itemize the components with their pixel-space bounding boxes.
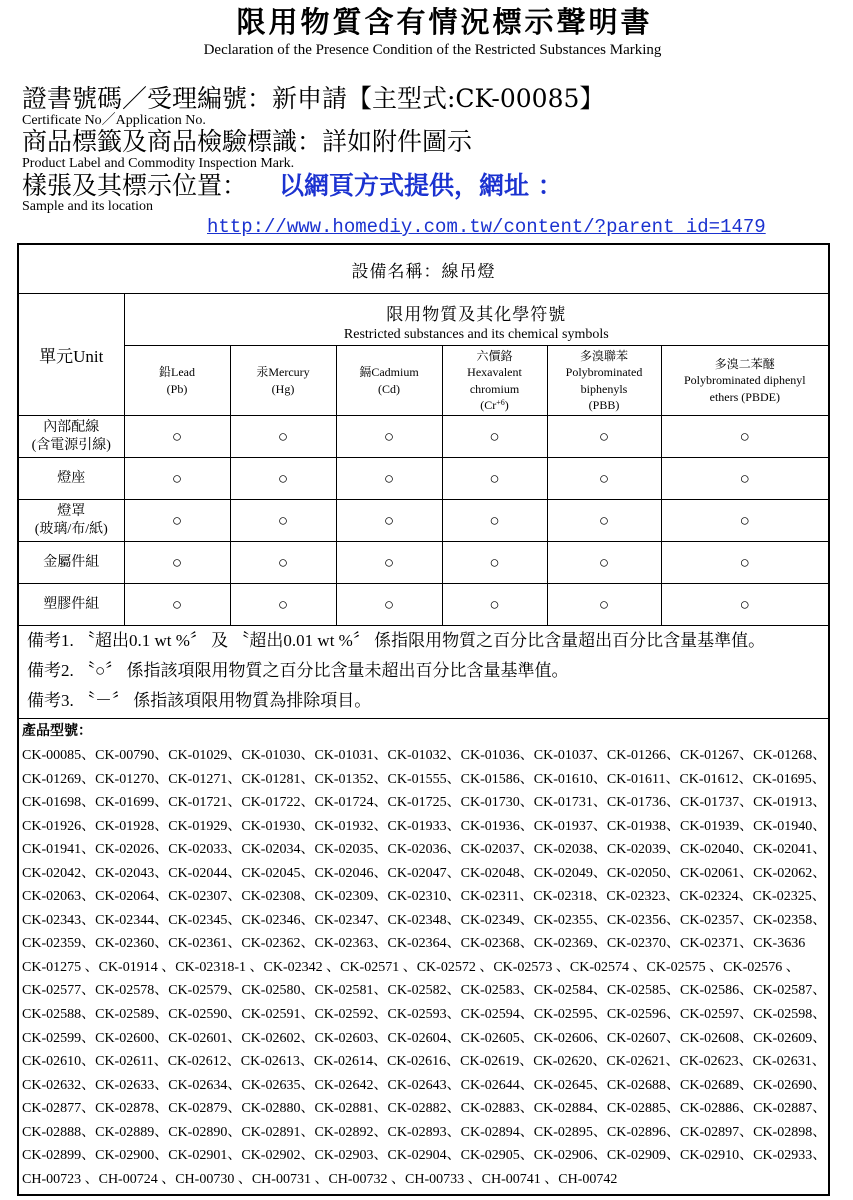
- symbol-open: (Cr: [480, 398, 497, 412]
- unit-plastic-parts: [18, 584, 124, 626]
- mark-hexavalent-chromium: ○: [442, 584, 547, 626]
- mark-mercury: ○: [230, 542, 336, 584]
- mark-cadmium: ○: [336, 416, 442, 458]
- sample-location-line: [22, 170, 563, 202]
- product-label-field-en: Product Label and Commodity Inspection Mark.: [22, 156, 295, 171]
- equipment-name: 設備名稱：線吊燈: [18, 244, 829, 294]
- notes-section: [18, 626, 829, 719]
- product-models-line: CH-00723 、CH-00724 、CH-00730 、CH-00731 、CH-00732 、CH-00733 、CH-00741 、CH-00742: [22, 1171, 618, 1187]
- substance-name-zh: 多溴二苯醚: [714, 356, 775, 371]
- substance-name: 鎘Cadmium: [359, 365, 419, 379]
- product-models-line: CK-02588、CK-02589、CK-02590、CK-02591、CK-02592、CK-02593、CK-02594、CK-02595、CK-02596、CK-02597、CK-02598、: [22, 1007, 827, 1023]
- substance-cadmium-header: [336, 346, 442, 416]
- mark-lead: ○: [124, 500, 230, 542]
- product-models-line: CK-02888、CK-02889、CK-02890、CK-02891、CK-02892、CK-02893、CK-02894、CK-02895、CK-02896、CK-02897、CK-02898、: [22, 1124, 827, 1140]
- mark-pbde: ○: [661, 458, 829, 500]
- product-models-line: CK-00085、CK-00790、CK-01029、CK-01030、CK-01031、CK-01032、CK-01036、CK-01037、CK-01266、CK-01267、CK-01268、: [22, 748, 827, 763]
- product-models-label: 產品型號：: [22, 724, 92, 739]
- mark-lead: ○: [124, 584, 230, 626]
- product-models-line: CK-02577、CK-02578、CK-02579、CK-02580、CK-02581、CK-02582、CK-02583、CK-02584、CK-02585、CK-02586、CK-02587、: [22, 983, 827, 999]
- document-title: 限用物質含有情況標示聲明書: [236, 5, 653, 39]
- mark-mercury: ○: [230, 458, 336, 500]
- substance-name: 鉛Lead: [159, 365, 195, 379]
- product-models-section: [18, 719, 829, 1196]
- mark-pbb: ○: [547, 542, 661, 584]
- restricted-substances-table: [17, 243, 830, 1196]
- table-row: [18, 416, 829, 458]
- substance-name-en-2: biphenyls: [580, 381, 628, 396]
- product-models-line: CK-01926、CK-01928、CK-01929、CK-01930、CK-01932、CK-01933、CK-01936、CK-01937、CK-01938、CK-01939、CK-01940、: [22, 818, 827, 834]
- unit-label: 燈罩: [57, 503, 86, 519]
- sample-location-label-en: Sample and its location: [22, 199, 154, 214]
- unit-label-note: (玻璃/布/紙): [34, 521, 108, 537]
- table-row: [18, 458, 829, 500]
- mark-cadmium: ○: [336, 500, 442, 542]
- mark-mercury: ○: [230, 584, 336, 626]
- mark-mercury: ○: [230, 500, 336, 542]
- unit-label: 金屬件組: [43, 554, 100, 570]
- unit-label: 內部配線: [43, 419, 100, 435]
- product-label-field: 商品標籤及商品檢驗標識：詳如附件圖示: [22, 127, 473, 156]
- mark-pbb: ○: [547, 416, 661, 458]
- substances-header-en: Restricted substances and its chemical symbols: [343, 327, 609, 342]
- substance-name-en-1: Polybrominated: [565, 365, 643, 379]
- mark-cadmium: ○: [336, 542, 442, 584]
- product-models-line: CK-02632、CK-02633、CK-02634、CK-02635、CK-02642、CK-02643、CK-02644、CK-02645、CK-02688、CK-02689、CK-02690、: [22, 1077, 827, 1093]
- unit-lamp-holder: [18, 458, 124, 500]
- substance-pbde-header: [661, 346, 829, 416]
- product-models-line: CK-02899、CK-02900、CK-02901、CK-02902、CK-02903、CK-02904、CK-02905、CK-02906、CK-02909、CK-02910、CK-02933、: [22, 1148, 827, 1164]
- substance-symbol: (Hg): [271, 381, 295, 396]
- substance-name-en-2: ethers (PBDE): [709, 389, 780, 404]
- unit-label-note: (含電源引線): [31, 437, 111, 453]
- mark-hexavalent-chromium: ○: [442, 500, 547, 542]
- substances-header: [124, 294, 829, 346]
- table-row: [18, 584, 829, 626]
- certificate-label: 證書號碼／受理編號：新申請【主型式:CK-00085】: [22, 84, 605, 113]
- substance-pbb-header: [547, 346, 661, 416]
- mark-hexavalent-chromium: ○: [442, 458, 547, 500]
- substance-name-zh: 多溴聯苯: [579, 348, 628, 363]
- product-models-line: CK-02877、CK-02878、CK-02879、CK-02880、CK-02881、CK-02882、CK-02883、CK-02884、CK-02885、CK-02886、CK-02887、: [22, 1101, 827, 1117]
- unit-header: 單元Unit: [18, 294, 124, 416]
- mark-pbde: ○: [661, 584, 829, 626]
- table-row: [18, 500, 829, 542]
- substance-lead-header: [124, 346, 230, 416]
- substance-name-en-1: Hexavalent: [467, 365, 522, 379]
- certificate-label-en: Certificate No／Application No.: [22, 113, 206, 128]
- mark-pbde: ○: [661, 500, 829, 542]
- substance-name-zh: 六價鉻: [476, 348, 513, 363]
- mark-pbde: ○: [661, 542, 829, 584]
- unit-internal-wiring: [18, 416, 124, 458]
- substances-header-zh: 限用物質及其化學符號: [386, 305, 567, 324]
- mark-lead: ○: [124, 542, 230, 584]
- mark-mercury: ○: [230, 416, 336, 458]
- product-models-line: CK-01941、CK-02026、CK-02033、CK-02034、CK-02035、CK-02036、CK-02037、CK-02038、CK-02039、CK-02040、CK-02041、: [22, 842, 827, 858]
- product-models-line: CK-02610、CK-02611、CK-02612、CK-02613、CK-02614、CK-02616、CK-02619、CK-02620、CK-02621、CK-02623、CK-02631、: [22, 1054, 826, 1070]
- mark-hexavalent-chromium: ○: [442, 542, 547, 584]
- product-models-line: CK-02359、CK-02360、CK-02361、CK-02362、CK-02363、CK-02364、CK-02368、CK-02369、CK-02370、CK-02371、CK-3636: [22, 936, 806, 952]
- sample-url-link[interactable]: http://www.homediy.com.tw/content/?parent_id=1479: [207, 216, 766, 238]
- mark-pbb: ○: [547, 584, 661, 626]
- table-row: [18, 542, 829, 584]
- substance-name-en-1: Polybrominated diphenyl: [683, 373, 806, 388]
- substance-name: 汞Mercury: [256, 365, 310, 379]
- mark-pbde: ○: [661, 416, 829, 458]
- product-models-line: CK-02042、CK-02043、CK-02044、CK-02045、CK-02046、CK-02047、CK-02048、CK-02049、CK-02050、CK-02061、CK-02062、: [22, 865, 827, 881]
- unit-metal-parts: [18, 542, 124, 584]
- product-models-line: CK-01275 、CK-01914 、CK-02318-1 、CK-02342 、CK-02571 、CK-02572 、CK-02573 、CK-02574 、CK-02575 、CK-02576 、: [22, 959, 800, 975]
- sample-location-label: 樣張及其標示位置：: [22, 171, 248, 200]
- note-3: 備考3. 〝－〞 係指該項限用物質為排除項目。: [27, 691, 372, 710]
- substance-symbol: (PBB): [588, 398, 620, 412]
- note-2: 備考2. 〝○〞 係指該項限用物質之百分比含量未超出百分比含量基準值。: [27, 661, 569, 680]
- note-1: 備考1. 〝超出0.1 wt %〞 及 〝超出0.01 wt %〞 係指限用物質之百分比含量超出百分比含量基準值。: [27, 631, 766, 650]
- substance-symbol: [443, 397, 547, 414]
- unit-label: 燈座: [57, 470, 86, 486]
- substance-mercury-header: [230, 346, 336, 416]
- substance-name-en-2: chromium: [469, 381, 520, 396]
- product-models-line: CK-02343、CK-02344、CK-02345、CK-02346、CK-02347、CK-02348、CK-02349、CK-02355、CK-02356、CK-02357、CK-02358、: [22, 912, 827, 928]
- product-models-line: CK-02599、CK-02600、CK-02601、CK-02602、CK-02603、CK-02604、CK-02605、CK-02606、CK-02607、CK-02608、CK-02609、: [22, 1030, 827, 1046]
- substance-symbol: (Cd): [378, 381, 400, 396]
- product-models-line: CK-01269、CK-01270、CK-01271、CK-01281、CK-01352、CK-01555、CK-01586、CK-01610、CK-01611、CK-01612、CK-01695、: [22, 771, 826, 787]
- unit-lampshade: [18, 500, 124, 542]
- substance-symbol: (Pb): [166, 381, 188, 396]
- document-subtitle: Declaration of the Presence Condition of the Restricted Substances Marking: [203, 42, 662, 58]
- unit-label: 塑膠件組: [43, 596, 100, 612]
- mark-lead: ○: [124, 416, 230, 458]
- mark-pbb: ○: [547, 458, 661, 500]
- sample-location-value: 以網頁方式提供，網址 ：: [279, 171, 563, 200]
- product-models-line: CK-02063、CK-02064、CK-02307、CK-02308、CK-02309、CK-02310、CK-02311、CK-02318、CK-02323、CK-02324、CK-02325、: [22, 889, 826, 905]
- mark-pbb: ○: [547, 500, 661, 542]
- symbol-charge: +6: [496, 398, 505, 407]
- symbol-close: ): [504, 398, 509, 412]
- mark-cadmium: ○: [336, 584, 442, 626]
- substance-hexavalent-chromium-header: [442, 346, 547, 416]
- mark-hexavalent-chromium: ○: [442, 416, 547, 458]
- mark-cadmium: ○: [336, 458, 442, 500]
- mark-lead: ○: [124, 458, 230, 500]
- product-models-line: CK-01698、CK-01699、CK-01721、CK-01722、CK-01724、CK-01725、CK-01730、CK-01731、CK-01736、CK-01737、CK-01913、: [22, 795, 827, 811]
